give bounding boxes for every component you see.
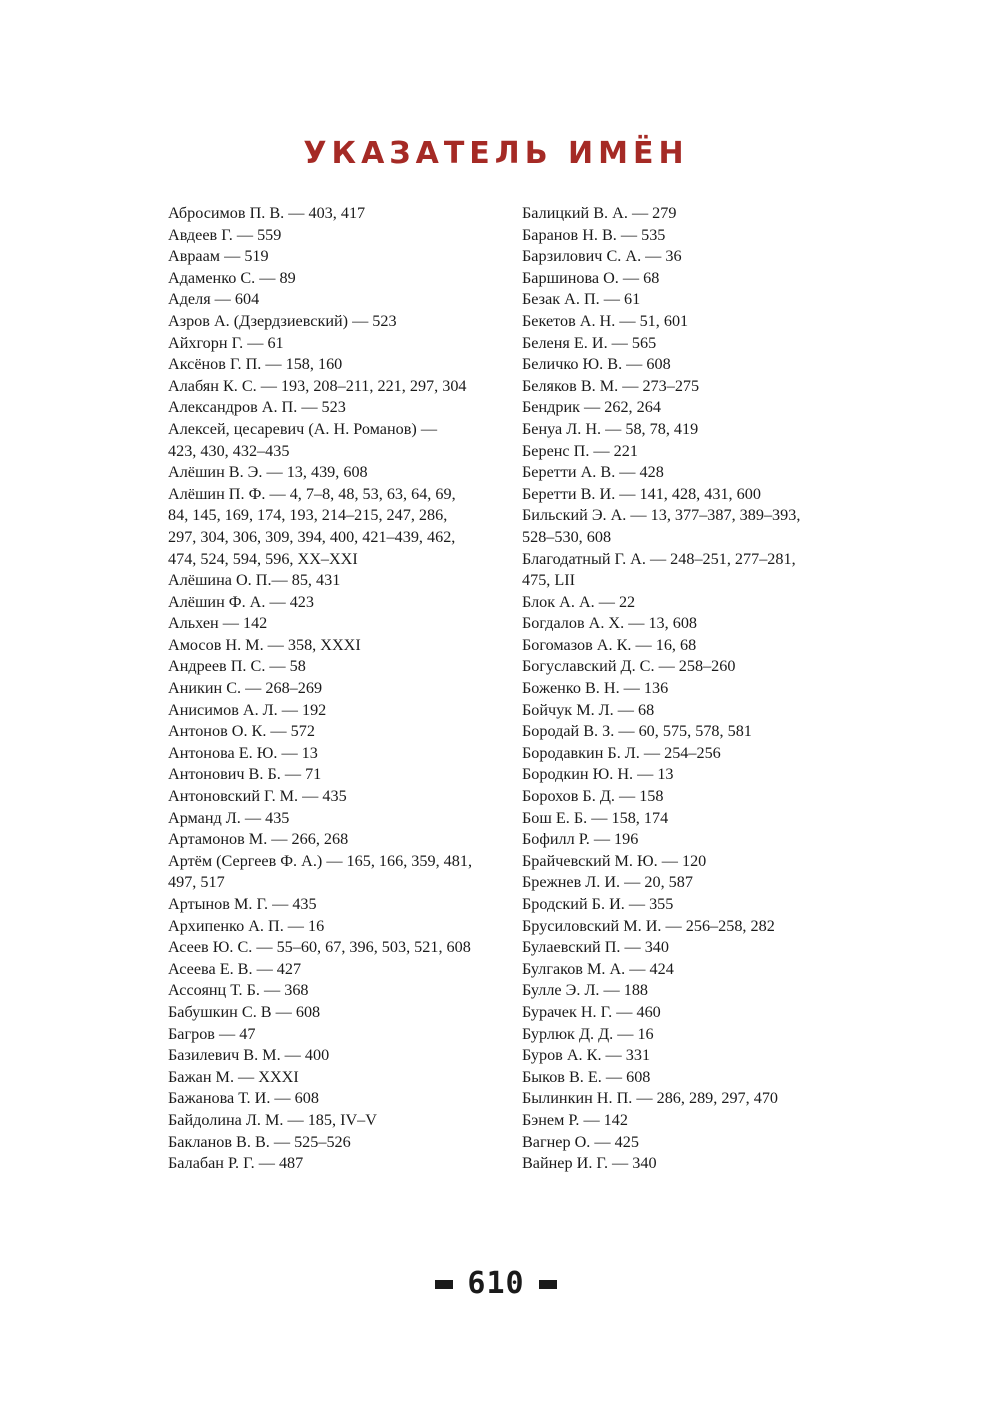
index-entry: Абросимов П. В. — 403, 417 [168,204,366,222]
index-entry: Бурлюк Д. Д. — 16 [522,1024,654,1043]
index-entry: 297, 304, 306, 309, 394, 400, 421–439, 462, [168,527,456,546]
index-entry: 497, 517 [168,873,225,892]
index-entry: Беляков В. М. — 273–275 [522,376,700,395]
index-entry: Благодатный Г. А. — 248–251, 277–281, [522,549,796,568]
index-entry: 84, 145, 169, 174, 193, 214–215, 247, 286, [168,506,448,525]
index-entry: Бойчук М. Л. — 68 [522,700,655,719]
index-entry: Булгаков М. А. — 424 [522,959,674,978]
index-entry: Бродский Б. И. — 355 [522,895,674,913]
index-entry: Антонович В. Б. — 71 [168,765,322,784]
index-entry: Асеев Ю. С. — 55–60, 67, 396, 503, 521, 608 [168,938,471,957]
index-entry: Беренс П. — 221 [522,441,638,460]
index-entry: Алёшин В. Э. — 13, 439, 608 [168,463,368,482]
folio-bar-right [539,1280,557,1289]
index-entry: Булаевский П. — 340 [522,938,669,957]
index-entry: Аникин С. — 268–269 [168,679,323,698]
index-entry: Алёшин Ф. А. — 423 [168,592,314,611]
index-entry: Архипенко А. П. — 16 [168,916,325,935]
index-entry: Артынов М. Г. — 435 [168,895,317,913]
index-entry: Адаменко С. — 89 [168,268,296,287]
index-entry: Бильский Э. А. — 13, 377–387, 389–393, [522,506,801,525]
index-entry: Богдалов А. Х. — 13, 608 [522,614,698,633]
index-entry: Артём (Сергеев Ф. А.) — 165, 166, 359, 481, [168,851,473,870]
index-entry: Айхгорн Г. — 61 [168,333,284,352]
index-entry: Брежнев Л. И. — 20, 587 [522,873,693,892]
index-entry: Алёшин П. Ф. — 4, 7–8, 48, 53, 63, 64, 69, [168,484,456,503]
index-entry: Аксёнов Г. П. — 158, 160 [168,355,343,374]
index-entry: Аделя — 604 [168,290,260,309]
index-entry: Вайнер И. Г. — 340 [522,1154,657,1173]
index-column-left [168,203,503,1175]
index-entry: Андреев П. С. — 58 [168,657,306,676]
index-entry: Барзилович С. А. — 36 [522,247,682,266]
folio-bar-left [435,1280,453,1289]
index-entry: Бендрик — 262, 264 [522,398,661,417]
index-entry: Бурачек Н. Г. — 460 [522,1002,661,1021]
index-entry: Вагнер О. — 425 [522,1132,639,1151]
index-entry: Бородкин Ю. Н. — 13 [522,765,674,784]
index-entry: Алексей, цесаревич (А. Н. Романов) — [168,419,438,438]
index-entry: Байдолина Л. М. — 185, IV–V [168,1110,377,1129]
index-entry: Брайчевский М. Ю. — 120 [522,851,707,870]
index-entry: Ассоянц Т. Б. — 368 [168,981,309,1000]
index-entry: Бош Е. Б. — 158, 174 [522,808,669,827]
index-entry: Блок А. А. — 22 [522,592,636,611]
index-entry: Антонова Е. Ю. — 13 [168,743,318,762]
index-entry: Альхен — 142 [168,614,268,633]
index-entry: 474, 524, 594, 596, XX–XXI [168,549,358,568]
index-entry: Бородай В. З. — 60, 575, 578, 581 [522,722,752,741]
index-entry: Баршинова О. — 68 [522,268,660,287]
index-entry: Антоновский Г. М. — 435 [168,787,347,806]
index-entry: Боженко В. Н. — 136 [522,679,669,698]
index-entry: Артамонов М. — 266, 268 [168,830,349,849]
index-entry: Балицкий В. А. — 279 [522,204,677,222]
index-column-right [522,203,842,1175]
index-entry: Богомазов А. К. — 16, 68 [522,635,697,654]
index-entry: Баранов Н. В. — 535 [522,225,666,244]
index-entry: Базилевич В. М. — 400 [168,1046,330,1065]
index-entry: Беличко Ю. В. — 608 [522,355,671,374]
index-entry: Былинкин Н. П. — 286, 289, 297, 470 [522,1089,779,1108]
index-entry: Алёшина О. П.— 85, 431 [168,571,341,590]
index-entry: Алабян К. С. — 193, 208–211, 221, 297, 304 [168,376,467,395]
index-entry: Бакланов В. В. — 525–526 [168,1132,351,1151]
index-entry: Асеева Е. В. — 427 [168,959,302,978]
page-number: 610 [467,1266,525,1301]
index-entry: Бенуа Л. Н. — 58, 78, 419 [522,419,699,438]
index-entry: Бекетов А. Н. — 51, 601 [522,311,689,330]
index-entry: Анисимов А. Л. — 192 [168,700,327,719]
index-entry: Бабушкин С. В — 608 [168,1002,321,1021]
index-entry: Брусиловский М. И. — 256–258, 282 [522,916,775,935]
index-entry: Александров А. П. — 523 [168,398,346,417]
index-entry: Борохов Б. Д. — 158 [522,787,664,806]
index-entry: Бажанова Т. И. — 608 [168,1089,319,1108]
index-entry: Безак А. П. — 61 [522,290,641,309]
index-entry: Амосов Н. М. — 358, XXXI [168,635,361,654]
index-entry: Беретти А. В. — 428 [522,463,664,482]
index-entry: Бофилл Р. — 196 [522,830,639,849]
index-entry: Антонов О. К. — 572 [168,722,315,741]
index-entry: Беленя Е. И. — 565 [522,333,657,352]
page-folio [0,1266,992,1302]
index-entry: Авраам — 519 [168,247,269,266]
index-entry: Азров А. (Дзердзиевский) — 523 [168,311,397,330]
index-entry: Бородавкин Б. Л. — 254–256 [522,743,721,762]
index-entry: Булле Э. Л. — 188 [522,981,649,1000]
page-title: УКАЗАТЕЛЬ ИМЁН [303,136,689,172]
index-entry: Балабан Р. Г. — 487 [168,1154,304,1173]
index-entry: Багров — 47 [168,1024,256,1043]
index-entry: Быков В. Е. — 608 [522,1067,651,1086]
index-entry: Бэнем Р. — 142 [522,1110,628,1129]
index-entry: Арманд Л. — 435 [168,808,290,827]
index-entry: Беретти В. И. — 141, 428, 431, 600 [522,484,761,503]
index-entry: Богуславский Д. С. — 258–260 [522,657,736,676]
index-entry: Буров А. К. — 331 [522,1046,651,1065]
index-entry: 528–530, 608 [522,527,612,546]
index-entry: 423, 430, 432–435 [168,441,290,460]
index-entry: Авдеев Г. — 559 [168,225,282,244]
index-entry: Бажан М. — XXXI [168,1067,299,1086]
index-entry: 475, LII [522,571,576,590]
